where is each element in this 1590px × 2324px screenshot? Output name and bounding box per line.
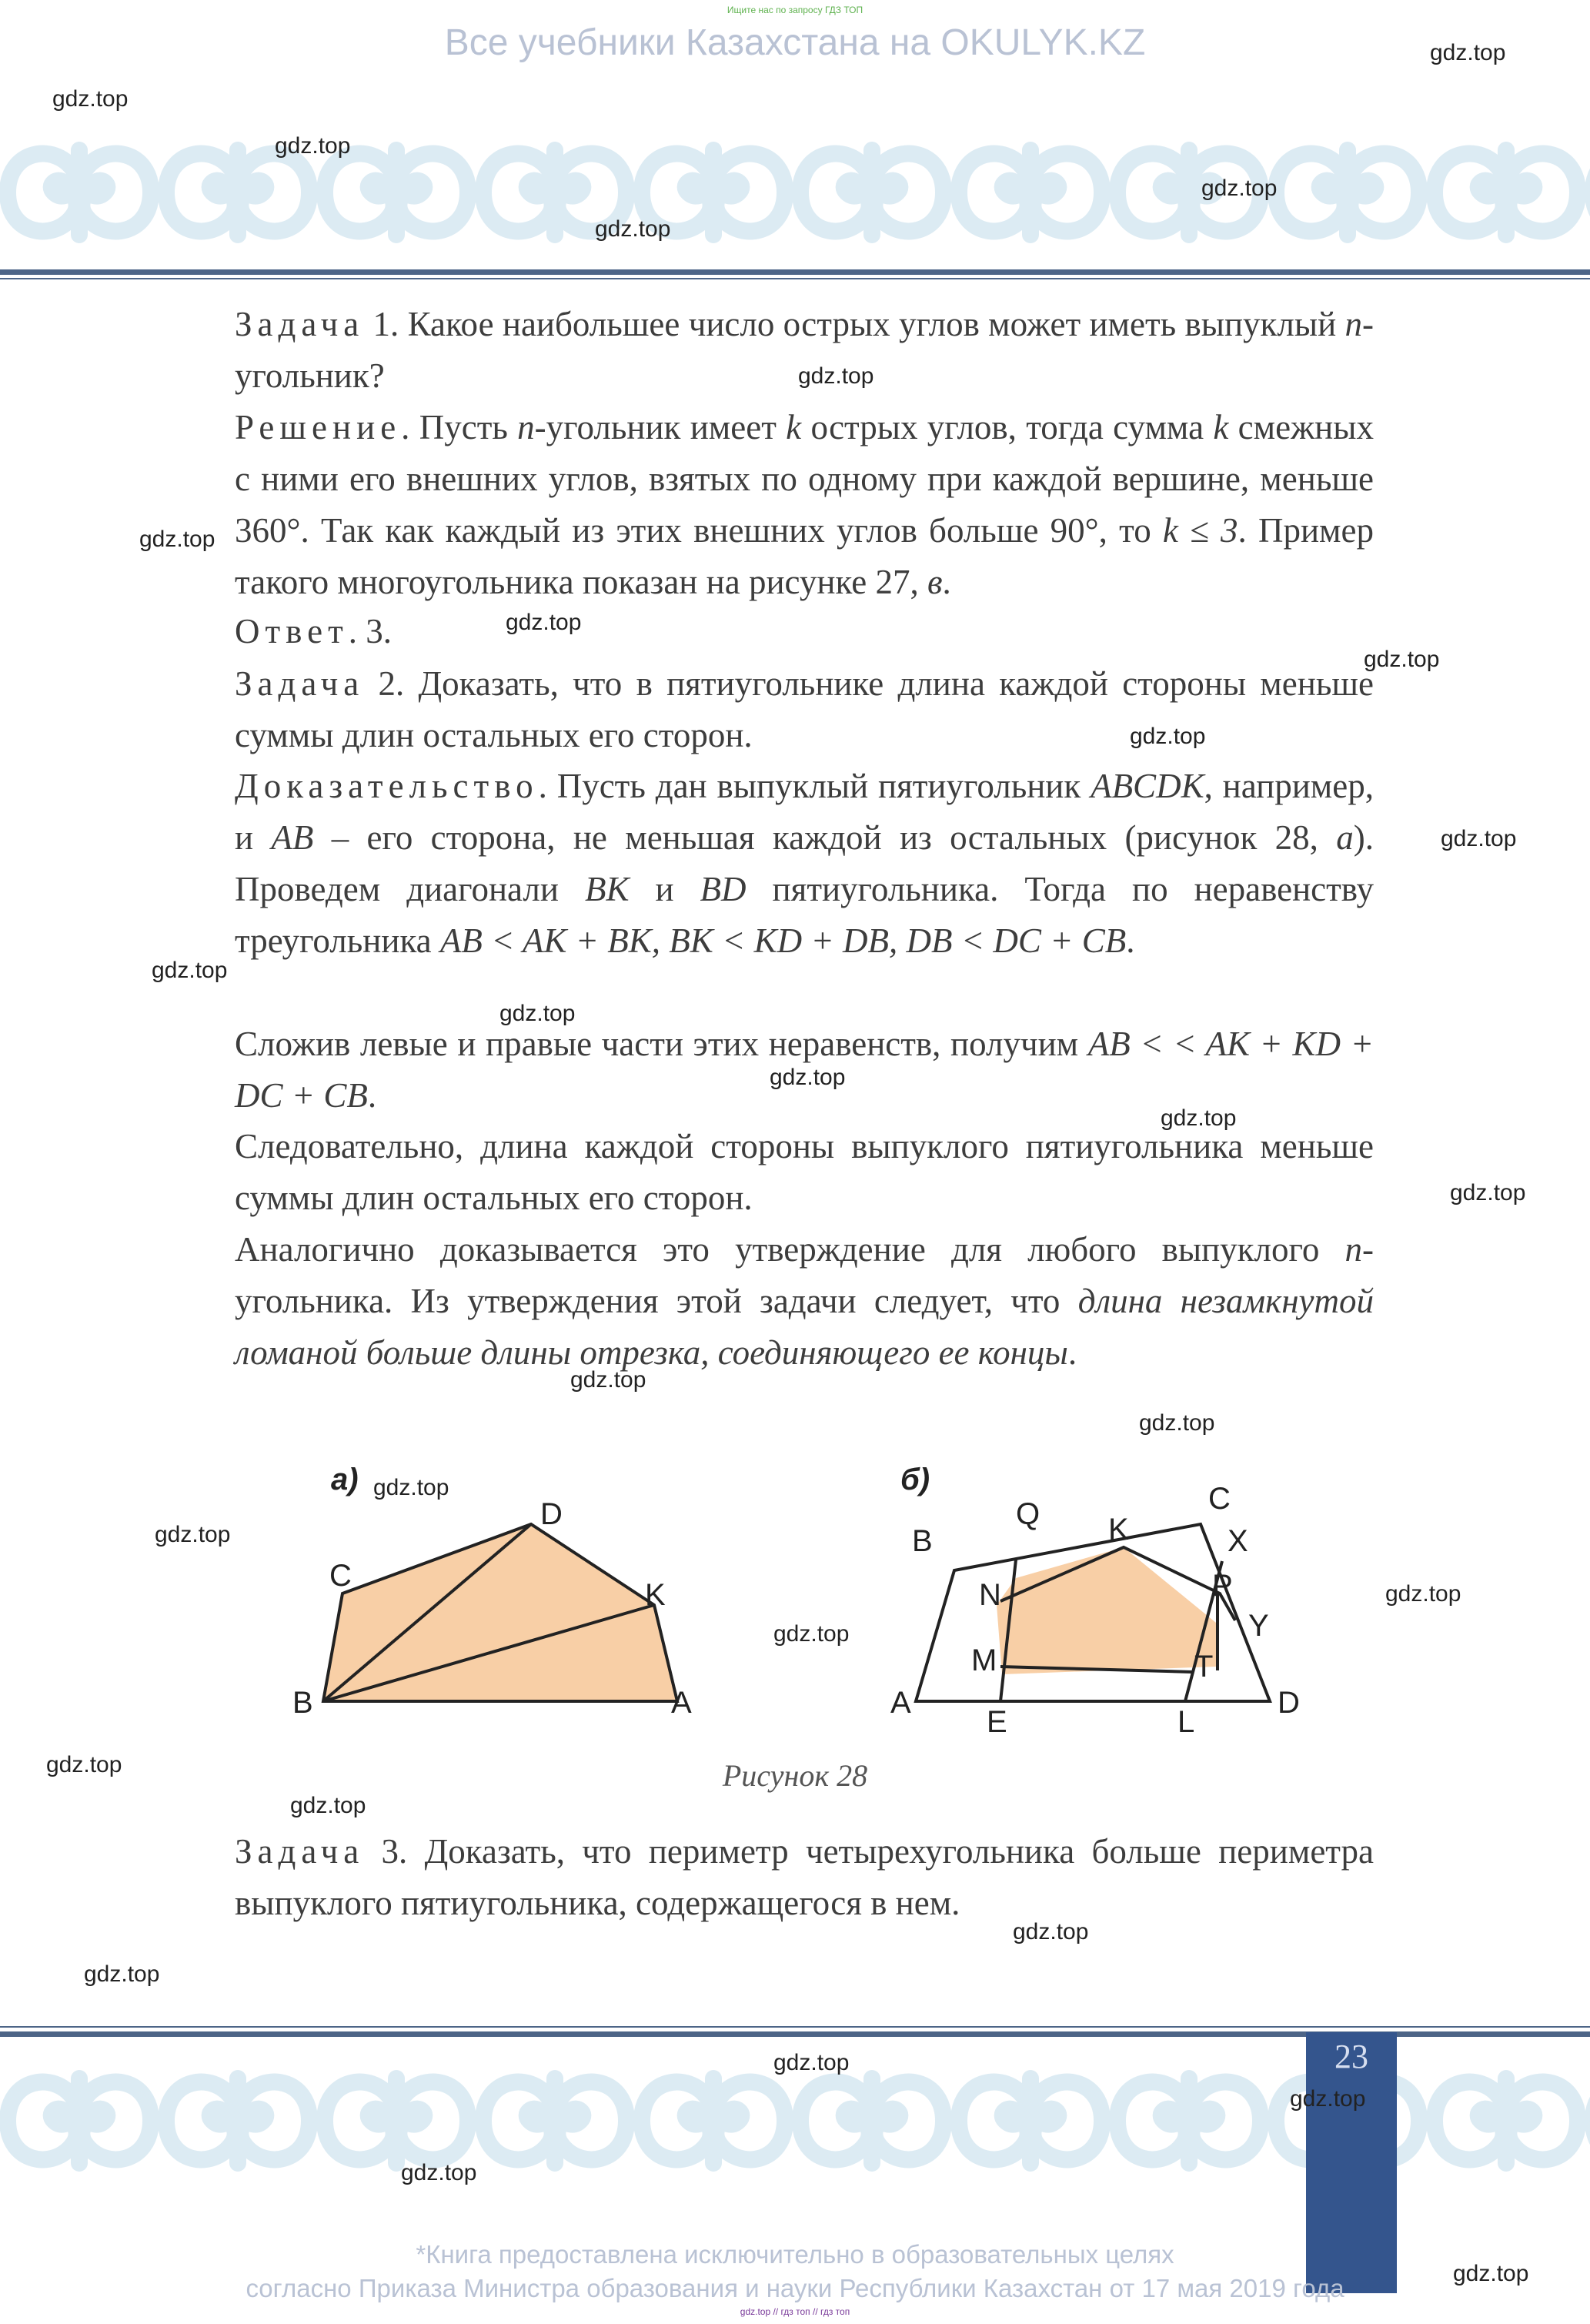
text-span: ). Проведем диагонали: [235, 818, 1374, 908]
page-number: 23: [1334, 2038, 1368, 2075]
text-span: 3. Доказать, что периметр четырехугольника больше периметра выпуклого пятиугольника, содержащегося в нем.: [235, 1832, 1374, 1922]
bottom-rule-thin: [0, 2026, 1590, 2028]
text-span: 1. Какое наибольшее число острых углов может иметь выпуклый: [364, 305, 1345, 343]
text-span: 2. Доказать, что в пятиугольнике длина каждой стороны меньше суммы длин остальных его сторон.: [235, 664, 1374, 754]
paragraph-analogy: [235, 1224, 1374, 1379]
watermark: gdz.top: [570, 1367, 646, 1393]
paragraph-answer-1: [235, 606, 1374, 657]
watermark: gdz.top: [499, 1001, 576, 1026]
text-span: .: [1126, 921, 1135, 960]
watermark: gdz.top: [1450, 1180, 1526, 1205]
text-span: пятиугольника. Тогда по неравенству треугольника: [235, 870, 1374, 960]
watermark: gdz.top: [290, 1793, 366, 1818]
watermark: gdz.top: [1161, 1105, 1237, 1131]
inner-pentagon-fill: [997, 1547, 1216, 1674]
text-span: Следовательно, длина каждой стороны выпуклого пятиугольника меньше суммы длин остальных его сторон.: [235, 1127, 1374, 1217]
paragraph-task-3: [235, 1826, 1374, 1929]
paragraph-solution-1: [235, 402, 1374, 608]
label-b-Q: Q: [1016, 1497, 1041, 1531]
solution-label: Решение: [235, 408, 402, 446]
watermark: gdz.top: [595, 216, 671, 242]
top-rule-thin: [0, 278, 1590, 279]
watermark: gdz.top: [1385, 1581, 1461, 1607]
label-b-A: A: [890, 1686, 911, 1720]
watermark: gdz.top: [1364, 647, 1440, 672]
watermark: gdz.top: [139, 527, 215, 552]
label-b-M: M: [971, 1644, 997, 1677]
footer-tiny: gdz.top // гдз топ // гдз топ: [740, 2306, 850, 2317]
top-ornament: [0, 135, 1590, 250]
watermark: gdz.top: [1290, 2086, 1366, 2112]
text-span: Аналогично доказывается это утверждение для любого выпуклого: [235, 1230, 1345, 1269]
watermark: gdz.top: [1139, 1410, 1215, 1436]
watermark: gdz.top: [506, 610, 582, 635]
watermark: gdz.top: [401, 2160, 477, 2185]
task-label: Задача: [235, 1832, 365, 1871]
watermark: gdz.top: [152, 958, 228, 983]
text-span: k: [1213, 408, 1229, 446]
watermark: gdz.top: [52, 86, 129, 112]
label-b-T: T: [1194, 1650, 1214, 1684]
text-span: смежных с ними его внешних углов, взятых по одному при каждой вершине, меньше 360°. Так как каждый из этих внешних углов больше 90°, то: [235, 408, 1374, 550]
text-span: – его сторона, не меньшая каждой из остальных (рисунок 28,: [313, 818, 1337, 857]
text-span: -угольник имеет: [534, 408, 787, 446]
label-b-B: B: [912, 1524, 933, 1558]
task-label: Задача: [235, 664, 365, 703]
watermark: gdz.top: [275, 133, 351, 159]
text-span: AB: [271, 818, 314, 857]
text-span: острых углов, тогда сумма: [801, 408, 1214, 446]
text-span: n: [1344, 305, 1362, 343]
label-a-B: B: [292, 1686, 313, 1720]
text-span: .: [1067, 1333, 1077, 1372]
text-span: . Пример такого многоугольника показан на рисунке 27,: [235, 511, 1375, 601]
watermark: gdz.top: [1201, 176, 1278, 201]
label-a-D: D: [540, 1497, 563, 1531]
paragraph-proof-2: [235, 761, 1374, 967]
text-span: Сложив левые и правые части этих неравенств, получим: [235, 1025, 1088, 1063]
text-span: -угольник?: [235, 305, 1374, 395]
watermark: gdz.top: [1430, 40, 1506, 65]
text-span: и: [629, 870, 700, 908]
proof-label: Доказательство: [235, 767, 539, 805]
label-b-X: X: [1228, 1524, 1248, 1558]
top-rule: [0, 269, 1590, 275]
text-span: n: [517, 408, 535, 446]
text-span: BD: [700, 870, 747, 908]
watermark: gdz.top: [798, 363, 874, 389]
watermark: gdz.top: [1130, 724, 1206, 749]
text-span: . Пусть: [401, 408, 518, 446]
text-span: -угольника. Из утверждения этой задачи следует, что: [235, 1230, 1374, 1320]
text-span: .: [367, 1076, 377, 1115]
text-span: . 3.: [348, 612, 392, 650]
text-span: ABCDK: [1091, 767, 1204, 805]
label-b-L: L: [1177, 1705, 1195, 1739]
watermark: gdz.top: [770, 1065, 846, 1090]
watermark: gdz.top: [46, 1752, 122, 1777]
footer-note-line-2: согласно Приказа Министра образования и науки Республики Казахстан от 17 мая 2019 года: [246, 2274, 1344, 2302]
text-span: .: [942, 563, 951, 601]
watermark: gdz.top: [84, 1961, 160, 1987]
label-b-Y: Y: [1248, 1609, 1269, 1643]
task-label: Задача: [235, 305, 365, 343]
label-a-K: K: [645, 1578, 666, 1612]
watermark: gdz.top: [1013, 1919, 1089, 1944]
answer-label: Ответ: [235, 612, 349, 650]
text-span: k ≤ 3: [1162, 511, 1238, 550]
label-a-A: A: [671, 1686, 692, 1720]
watermark: gdz.top: [773, 2050, 850, 2075]
label-b-D: D: [1278, 1686, 1300, 1720]
watermark: gdz.top: [373, 1475, 449, 1500]
label-a-C: C: [329, 1559, 352, 1593]
top-note: Ищите нас по запросу ГДЗ ТОП: [727, 5, 863, 15]
site-title: Все учебники Казахстана на OKULYK.KZ: [444, 22, 1146, 63]
text-span: n: [1344, 1230, 1362, 1269]
text-span: в: [927, 563, 943, 601]
label-b-K: K: [1108, 1513, 1129, 1547]
text-span: а: [1336, 818, 1354, 857]
footer-note-line-1: *Книга предоставлена исключительно в образовательных целях: [416, 2240, 1174, 2269]
figure-caption: Рисунок 28: [722, 1758, 868, 1793]
panel-b-label: б): [900, 1463, 930, 1496]
text-span: BK: [584, 870, 630, 908]
watermark: gdz.top: [1441, 826, 1517, 851]
text-span: . Пусть дан выпуклый пятиугольник: [538, 767, 1091, 805]
panel-a-label: а): [331, 1463, 359, 1496]
label-b-N: N: [979, 1578, 1001, 1612]
text-span: AB < < AK + KD + DC + CB: [235, 1025, 1374, 1115]
watermark: gdz.top: [773, 1621, 850, 1647]
watermark: gdz.top: [1453, 2261, 1529, 2286]
label-b-C: C: [1208, 1482, 1231, 1516]
text-span: k: [786, 408, 802, 446]
label-b-E: E: [987, 1705, 1007, 1739]
text-span: , например, и: [235, 767, 1374, 857]
watermark: gdz.top: [155, 1522, 231, 1547]
label-b-P: P: [1212, 1569, 1233, 1603]
text-span: AB < AK + BK, BK < KD + DB, DB < DC + CB: [439, 921, 1127, 960]
text-span: длина незамкнутой ломаной больше длины отрезка, соединяющего ее концы: [235, 1282, 1374, 1372]
paragraph-conclusion: [235, 1121, 1374, 1224]
